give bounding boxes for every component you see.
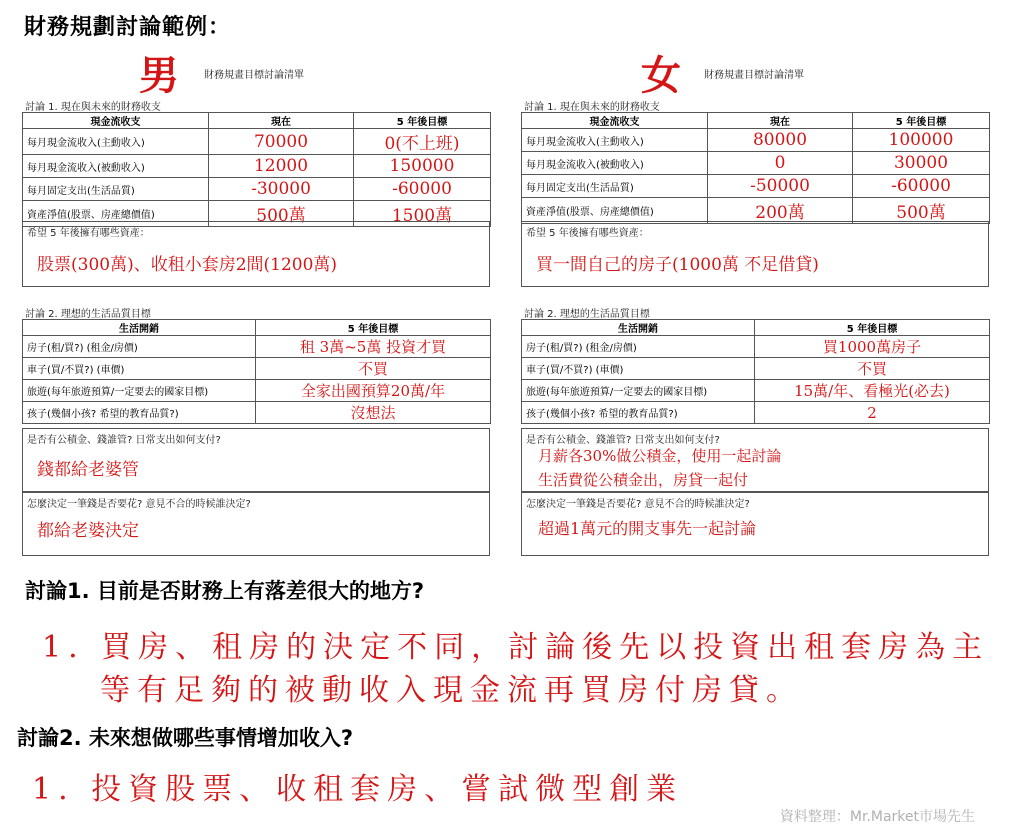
section1-label: 討論 1. 現在與未來的財務收支: [524, 102, 660, 113]
table-row: [522, 129, 990, 152]
table-header: 生活開銷: [522, 320, 755, 336]
lifestyle-table: [521, 319, 990, 424]
row-label: 孩子(幾個小孩? 希望的教育品質?): [522, 402, 755, 424]
assets-answer: 買一間自己的房子(1000萬 不足借貸): [536, 255, 819, 275]
row-label: 孩子(幾個小孩? 希望的教育品質?): [23, 402, 256, 424]
money-management-box: [22, 428, 490, 492]
page-title: 財務規劃討論範例：: [24, 15, 232, 40]
value-target: -60000: [853, 175, 990, 198]
table-header: 生活開銷: [23, 320, 256, 336]
row-label: 每月現金流收入(被動收入): [23, 155, 209, 178]
row-label: 每月現金流收入(主動收入): [23, 129, 209, 155]
table-row: [522, 402, 990, 424]
row-label: 旅遊(每年旅遊預算/一定要去的國家目標): [23, 380, 256, 402]
value-target: 不買: [755, 358, 990, 380]
row-label: 資產淨值(股票、房產總價值): [522, 198, 708, 224]
row-label: 房子(租/買?) (租金/房價): [522, 336, 755, 358]
discussion2-answer: 1. 投資股票、收租套房、嘗試微型創業: [32, 772, 684, 807]
discussion2-question: 討論2. 未來想做哪些事情增加收入?: [17, 726, 354, 750]
decision-question: 怎麼決定一筆錢是否要花? 意見不合的時候誰決定?: [526, 499, 750, 510]
table-header: 5 年後目標: [256, 320, 491, 336]
table-row: [522, 380, 990, 402]
value-target: 2: [755, 402, 990, 424]
row-label: 資產淨值(股票、房產總價值): [23, 201, 209, 227]
table-header: 現金流收支: [522, 113, 708, 129]
table-header: 5 年後目標: [354, 113, 491, 129]
value-now: 80000: [708, 129, 853, 152]
table-row: [522, 175, 990, 198]
money-answer: 生活費從公積金出，房貸一起付: [538, 471, 749, 489]
table-header: 現在: [209, 113, 354, 129]
assets-box: [22, 221, 490, 287]
row-label: 房子(租/買?) (租金/房價): [23, 336, 256, 358]
value-target: 不買: [256, 358, 491, 380]
section2-label: 討論 2. 理想的生活品質目標: [524, 309, 650, 320]
source-note: 資料整理：Mr.Market市場先生: [779, 809, 975, 825]
row-label: 車子(買/不買?) (車價): [522, 358, 755, 380]
table-row: [23, 358, 491, 380]
table-row: [23, 336, 491, 358]
decision-question: 怎麼決定一筆錢是否要花? 意見不合的時候誰決定?: [27, 499, 251, 510]
row-label: 每月現金流收入(主動收入): [522, 129, 708, 152]
value-now: 0: [708, 152, 853, 175]
table-row: [522, 198, 990, 224]
assets-box: [521, 221, 989, 287]
form-header: 財務規畫目標討論清單: [204, 70, 304, 81]
value-now: 70000: [209, 129, 354, 155]
assets-question: 希望 5 年後擁有哪些資產：: [526, 228, 649, 239]
value-target: 100000: [853, 129, 990, 152]
value-now: 500萬: [209, 201, 354, 227]
table-row: [23, 129, 491, 155]
decision-box: [521, 492, 989, 556]
value-target: 150000: [354, 155, 491, 178]
table-row: [23, 155, 491, 178]
money-answer: 月薪各30%做公積金，使用一起討論: [538, 447, 782, 465]
value-target: 沒想法: [256, 402, 491, 424]
decision-answer: 超過1萬元的開支事先一起討論: [538, 519, 757, 538]
table-row: [23, 402, 491, 424]
money-question: 是否有公積金、錢誰管? 日常支出如何支付?: [526, 435, 720, 446]
value-now: -50000: [708, 175, 853, 198]
row-label: 旅遊(每年旅遊預算/一定要去的國家目標): [522, 380, 755, 402]
financial-form-male: [22, 0, 490, 560]
discussion1-answer-line2: 等有足夠的被動收入現金流再買房付房貸。: [100, 673, 803, 708]
assets-answer: 股票(300萬)、收租小套房2間(1200萬): [37, 255, 338, 275]
table-row: [522, 336, 990, 358]
cashflow-table: [521, 112, 990, 224]
row-label: 車子(買/不買?) (車價): [23, 358, 256, 380]
value-target: 30000: [853, 152, 990, 175]
table-row: [522, 152, 990, 175]
value-target: 全家出國預算20萬/年: [256, 380, 491, 402]
section1-label: 討論 1. 現在與未來的財務收支: [25, 102, 161, 113]
row-label: 每月固定支出(生活品質): [522, 175, 708, 198]
cashflow-table: [22, 112, 491, 227]
value-now: 200萬: [708, 198, 853, 224]
section2-label: 討論 2. 理想的生活品質目標: [25, 309, 151, 320]
form-header: 財務規畫目標討論清單: [704, 70, 804, 81]
value-target: 15萬/年、看極光(必去): [755, 380, 990, 402]
assets-question: 希望 5 年後擁有哪些資產：: [27, 228, 150, 239]
value-now: -30000: [209, 178, 354, 201]
value-target: 租 3萬~5萬 投資才買: [256, 336, 491, 358]
money-answer: 錢都給老婆管: [37, 460, 139, 480]
table-row: [23, 380, 491, 402]
value-target: 買1000萬房子: [755, 336, 990, 358]
table-header: 現在: [708, 113, 853, 129]
money-management-box: [521, 428, 989, 492]
gender-mark-male: 男: [139, 52, 179, 99]
money-question: 是否有公積金、錢誰管? 日常支出如何支付?: [27, 435, 221, 446]
row-label: 每月固定支出(生活品質): [23, 178, 209, 201]
value-target: 500萬: [853, 198, 990, 224]
discussion1-question: 討論1. 目前是否財務上有落差很大的地方?: [25, 579, 425, 603]
financial-form-female: [521, 0, 989, 560]
value-now: 12000: [209, 155, 354, 178]
table-row: [23, 178, 491, 201]
decision-answer: 都給老婆決定: [37, 521, 139, 541]
lifestyle-table: [22, 319, 491, 424]
table-header: 5 年後目標: [853, 113, 990, 129]
discussion1-answer-line1: 1. 買房、租房的決定不同，討論後先以投資出租套房為主: [42, 630, 990, 665]
row-label: 每月現金流收入(被動收入): [522, 152, 708, 175]
table-header: 現金流收支: [23, 113, 209, 129]
value-target: 0(不上班): [354, 129, 491, 155]
decision-box: [22, 492, 490, 556]
value-target: 1500萬: [354, 201, 491, 227]
gender-mark-female: 女: [641, 52, 681, 99]
value-target: -60000: [354, 178, 491, 201]
table-row: [522, 358, 990, 380]
table-header: 5 年後目標: [755, 320, 990, 336]
